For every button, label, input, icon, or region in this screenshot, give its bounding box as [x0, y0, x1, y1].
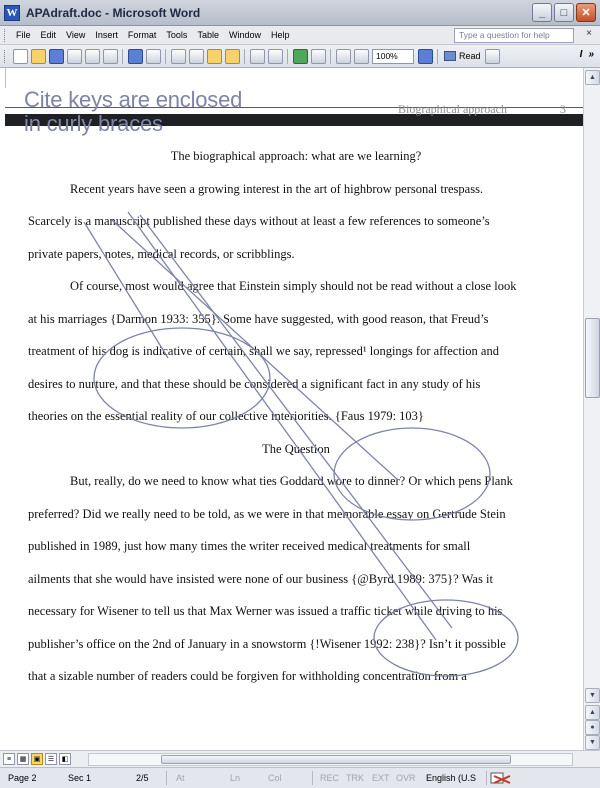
normal-view-icon[interactable]: ≡ — [3, 753, 15, 765]
research-icon[interactable] — [146, 49, 161, 64]
text-line: necessary for Wisener to tell us that Max Werner was issued a traffic ticket while driving to his — [28, 604, 503, 618]
toolbar-right — [580, 49, 594, 60]
horizontal-scrollbar[interactable] — [88, 753, 573, 766]
status-language: English (U.S — [426, 773, 477, 783]
document-close-button[interactable]: × — [586, 28, 592, 39]
print-icon[interactable] — [85, 49, 100, 64]
text-line: Recent years have seen a growing interest in the art of highbrow personal trespass. — [70, 181, 484, 196]
drawing-icon[interactable] — [336, 49, 351, 64]
maximize-button[interactable]: □ — [554, 3, 574, 22]
reading-layout-view-icon[interactable]: ◧ — [59, 753, 71, 765]
status-separator — [486, 771, 487, 785]
window-title: APAdraft.doc - Microsoft Word — [26, 5, 201, 20]
status-trk[interactable]: TRK — [346, 773, 364, 783]
title-bar — [0, 0, 600, 26]
text-line: publisher’s office on the 2nd of January in a snowstorm {!Wisener 1992: 238}? Isn’t it possible — [28, 636, 506, 651]
toolbar-grip[interactable] — [4, 50, 7, 63]
text-line: at his marriages {Darmon 1933: 355}. Some have suggested, with good reason, that Freud’s — [28, 311, 489, 326]
section-heading: The biographical approach: what are we learning? — [170, 149, 422, 163]
horizontal-scroll-thumb[interactable] — [161, 755, 511, 764]
status-page-count: 2/5 — [136, 773, 149, 783]
book-icon — [444, 51, 456, 61]
zoom-select[interactable]: 100% — [372, 49, 414, 64]
open-folder-icon[interactable] — [31, 49, 46, 64]
status-ovr[interactable]: OVR — [396, 773, 416, 783]
menu-window[interactable]: Window — [228, 30, 261, 40]
paste-icon[interactable] — [207, 49, 222, 64]
callout-line-1: Cite keys are enclosed — [24, 87, 243, 112]
running-header: Biographical approach — [398, 102, 507, 116]
toolbar-separator — [122, 49, 123, 64]
text-line: Scarcely is a manuscript published these days without at least a few references to someone’s — [28, 214, 490, 228]
standard-toolbar — [0, 45, 600, 68]
read-label: Read — [459, 51, 481, 61]
spelling-icon[interactable] — [128, 49, 143, 64]
menu-file[interactable]: File — [16, 30, 31, 40]
web-layout-icon[interactable]: ▦ — [17, 753, 29, 765]
new-document-icon[interactable] — [13, 49, 28, 64]
previous-page-icon[interactable]: ▲ — [585, 705, 600, 720]
minimize-button[interactable]: _ — [532, 3, 552, 22]
format-painter-icon[interactable] — [225, 49, 240, 64]
vertical-scrollbar[interactable] — [583, 68, 600, 750]
vertical-scroll-thumb[interactable] — [585, 318, 600, 398]
redo-icon[interactable] — [268, 49, 283, 64]
hyperlink-icon[interactable] — [293, 49, 308, 64]
help-search-input[interactable]: Type a question for help — [454, 28, 574, 43]
print-preview-icon[interactable] — [103, 49, 118, 64]
menu-tools[interactable]: Tools — [166, 30, 188, 40]
text-line: ailments that she would have insisted were none of our business {@Byrd 1989: 375}? Was it — [28, 571, 493, 586]
status-column: Col — [268, 773, 282, 783]
callout-line-2: in curly braces — [24, 111, 163, 136]
show-hide-icon[interactable] — [354, 49, 369, 64]
status-separator — [166, 771, 167, 785]
status-line: Ln — [230, 773, 241, 783]
outline-view-icon[interactable]: ☰ — [45, 753, 57, 765]
menu-insert[interactable]: Insert — [95, 30, 118, 40]
cut-icon[interactable] — [171, 49, 186, 64]
text-line: treatment of his dog is indicative of certain, shall we say, repressed¹ longings for affection and — [28, 344, 499, 358]
menu-bar — [0, 26, 600, 45]
browse-object-icon[interactable]: ● — [585, 720, 600, 735]
toolbar-options-chevron-icon[interactable]: » — [588, 49, 594, 60]
help-icon[interactable] — [418, 49, 433, 64]
status-page: Page 2 — [8, 773, 37, 783]
text-line: Of course, most would agree that Einstein simply should not be read without a close look — [70, 279, 517, 293]
scroll-down-arrow-icon[interactable]: ▼ — [585, 688, 600, 703]
word-app-icon[interactable]: W — [4, 5, 20, 21]
header-page-number: 3 — [560, 102, 566, 116]
menu-view[interactable]: View — [66, 30, 86, 40]
section-heading: The Question — [262, 441, 330, 456]
permission-icon[interactable] — [67, 49, 82, 64]
undo-icon[interactable] — [250, 49, 265, 64]
status-section: Sec 1 — [68, 773, 92, 783]
copy-icon[interactable] — [189, 49, 204, 64]
status-at: At — [176, 773, 185, 783]
spelling-grammar-status-icon[interactable] — [490, 771, 512, 785]
text-line: published in 1989, just how many times the writer received medical treatments for small — [28, 539, 471, 553]
toolbar-separator — [330, 49, 331, 64]
toolbar-separator — [437, 49, 438, 64]
window-controls — [532, 3, 596, 22]
status-rec[interactable]: REC — [320, 773, 340, 783]
status-separator — [312, 771, 313, 785]
status-bar — [0, 767, 600, 788]
text-line: desires to nurture, and that these should be considered a significant fact in any study of his — [28, 376, 481, 391]
save-icon[interactable] — [49, 49, 64, 64]
toolbar-separator — [165, 49, 166, 64]
scroll-up-arrow-icon[interactable]: ▲ — [585, 70, 600, 85]
menu-help[interactable]: Help — [270, 30, 290, 40]
close-button[interactable]: ✕ — [576, 3, 596, 22]
menu-edit[interactable]: Edit — [40, 30, 57, 40]
tables-borders-icon[interactable] — [311, 49, 326, 64]
text-line: that a sizable number of readers could be forgiven for withholding concentration from a — [28, 669, 467, 683]
previous-page-edge — [5, 68, 583, 88]
text-line: preferred? Did we really need to be told, as we were in that memorable essay on Gertrude Stein — [28, 506, 506, 521]
text-line: private papers, notes, medical records, or scribblings. — [28, 246, 295, 261]
document-body[interactable] — [28, 140, 564, 693]
read-button[interactable] — [441, 51, 484, 61]
menu-format[interactable]: Format — [127, 30, 157, 40]
status-ext[interactable]: EXT — [372, 773, 390, 783]
italic-button[interactable]: I — [579, 49, 583, 60]
menu-grip[interactable] — [4, 29, 7, 42]
print-layout-icon[interactable]: ▣ — [31, 753, 43, 765]
next-page-icon[interactable]: ▼ — [585, 735, 600, 750]
reading-layout-icon[interactable] — [485, 49, 500, 64]
text-line: But, really, do we need to know what ties Goddard wore to dinner? Or which pens Plank — [70, 474, 513, 488]
toolbar-separator — [244, 49, 245, 64]
menu-table[interactable]: Table — [197, 30, 219, 40]
toolbar-separator — [287, 49, 288, 64]
horizontal-scroll-row — [0, 750, 600, 767]
text-line: theories on the essential reality of our collective interiorities. {Faus 1979: 103} — [28, 409, 424, 423]
callout-annotation — [24, 88, 242, 136]
